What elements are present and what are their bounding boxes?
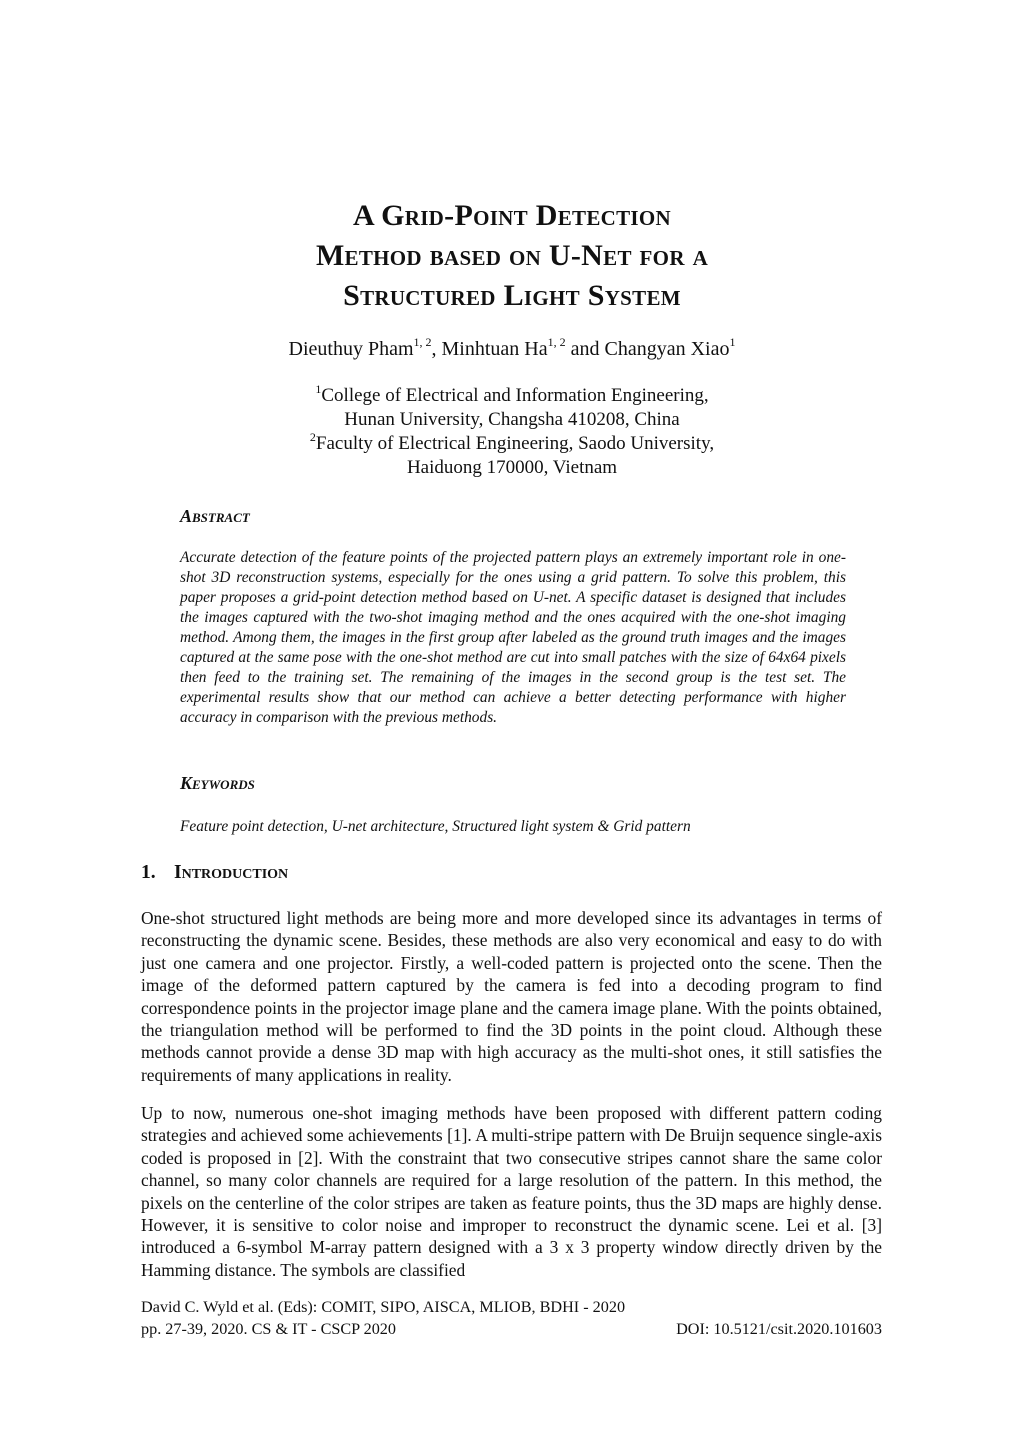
abstract-heading: Abstract — [180, 506, 250, 526]
section-number: 1. — [141, 862, 156, 883]
author-affiliation-mark: 1, 2 — [413, 335, 432, 349]
author-name: Changyan Xiao — [604, 338, 730, 360]
title-line-3: Structured Light System — [343, 279, 681, 312]
page-footer — [141, 1296, 882, 1340]
affiliation-line: Haiduong 170000, Vietnam — [406, 457, 618, 478]
author-name: Dieuthuy Pham — [288, 338, 414, 360]
affiliation-line: $^1$College of Electrical and Information Engineering, — [315, 382, 709, 406]
footer-doi: DOI: 10.5121/csit.2020.101603 — [676, 1320, 882, 1338]
footer-pages: pp. 27-39, 2020. CS & IT - CSCP 2020 — [141, 1320, 396, 1338]
author-separator: and — [565, 338, 605, 360]
title-line-2: Method based on U-Net for a — [315, 239, 709, 272]
abstract-text: Accurate detection of the feature points of the projected pattern plays an extremely important role in one-shot 3D reconstruction systems, especially for the ones using a grid pattern. To solve this problem, this paper proposes a grid-point detection method based on U-net. A specific dataset is designed that includes the images captured with the two-shot imaging method and the ones acquired with the one-shot imaging method. Among them, the images in the first group after labeled as the ground truth images and the images captured at the same pose with the one-shot method are cut into small patches with the size of 64x64 pixels then feed to the training set. The remaining of the images in the second group is the test set. The experimental results show that our method can achieve a better detecting performance with higher accuracy in comparison with the previous methods. — [180, 549, 846, 726]
footer-proceedings: David C. Wyld et al. (Eds): COMIT, SIPO, AISCA, MLIOB, BDHI - 2020 — [141, 1298, 626, 1316]
section-title: Introduction — [174, 862, 289, 883]
paper-title — [0, 196, 1024, 316]
introduction-paragraph-2: Up to now, numerous one-shot imaging methods have been proposed with different pattern coding strategies and achieved some achievements [1]. A multi-stripe pattern with De Bruijn sequence single-axis coded is proposed in [2]. With the constraint that two consecutive stripes cannot share the same color channel, so many color channels are required for a large resolution of the pattern. In this method, the pixels on the centerline of the color stripes are taken as feature points, thus the 3D maps are highly dense. However, it is sensitive to color noise and improper to reconstruct the dynamic scene. Lei et al. [3] introduced a 6-symbol M-array pattern designed with a 3 x 3 property window directly driven by the Hamming distance. The symbols are classified — [141, 1103, 882, 1280]
introduction-heading — [141, 860, 288, 886]
affiliation-line: Hunan University, Changsha 410208, China — [344, 409, 680, 430]
affiliations — [0, 384, 1024, 480]
title-line-1: A Grid-Point Detection — [353, 199, 671, 232]
author-affiliation-mark: 1 — [729, 335, 736, 349]
keywords-heading: Keywords — [180, 773, 255, 793]
author-name: Minhtuan Ha — [441, 338, 548, 360]
introduction-paragraph-1: One-shot structured light methods are being more and more developed since its advantages in terms of reconstructing the dynamic scene. Besides, these methods are also very economical and easy to do with just one camera and one projector. Firstly, a well-coded pattern is projected onto the scene. Then the image of the deformed pattern captured by the camera is fed into a decoding program to find correspondence points in the projector image plane and the camera image plane. With the points obtained, the triangulation method will be performed to find the 3D points in the point cloud. Although these methods cannot provide a dense 3D map with high accuracy as the multi-shot ones, it still satisfies the requirements of many applications in reality. — [141, 908, 882, 1085]
author-separator: , — [431, 338, 442, 360]
author-affiliation-mark: 1, 2 — [547, 335, 566, 349]
author-list — [0, 336, 1024, 362]
keywords-text: Feature point detection, U-net architecture, Structured light system & Grid pattern — [180, 818, 691, 835]
affiliation-line: $^2$Faculty of Electrical Engineering, Saodo University, — [309, 430, 715, 454]
